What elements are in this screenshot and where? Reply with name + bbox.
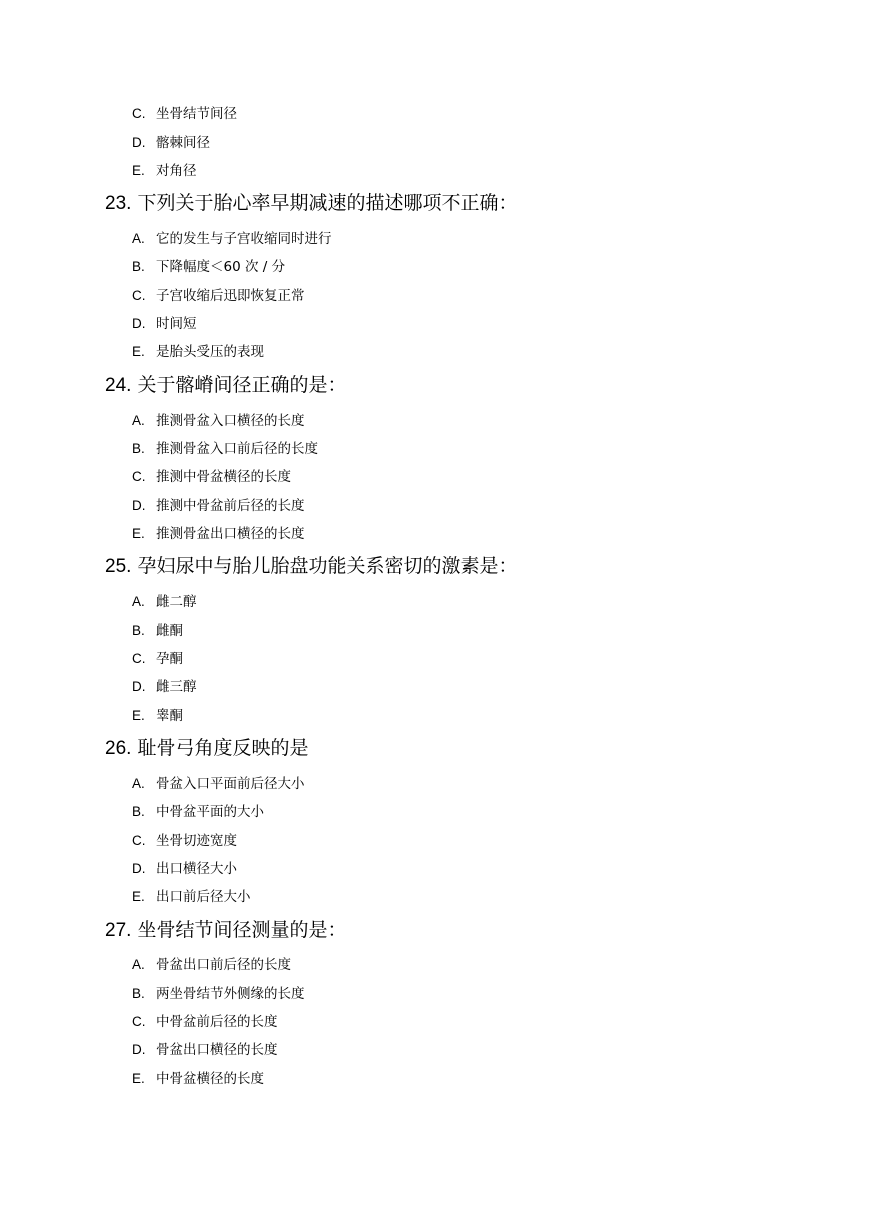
option-text: 中骨盆平面的大小 — [156, 804, 264, 820]
question-number: 23. — [105, 193, 132, 214]
option-text: 它的发生与子宫收缩同时进行 — [156, 231, 332, 247]
option-23-a — [132, 231, 332, 247]
question-24-stem — [105, 374, 346, 397]
option-text: 两坐骨结节外侧缘的长度 — [156, 986, 305, 1002]
question-number: 27. — [105, 920, 132, 941]
question-text: 下列关于胎心率早期减速的描述哪项不正确： — [137, 192, 518, 214]
option-27-a — [132, 957, 291, 973]
option-text: 骨盆出口横径的长度 — [156, 1042, 278, 1058]
question-text: 坐骨结节间径测量的是： — [137, 919, 347, 941]
option-letter: B. — [132, 623, 145, 638]
option-text: 推测骨盆出口横径的长度 — [156, 526, 305, 542]
option-letter: C. — [132, 106, 146, 121]
option-text: 睾酮 — [156, 708, 183, 724]
option-text: 中骨盆横径的长度 — [156, 1071, 264, 1087]
option-text: 出口前后径大小 — [156, 889, 251, 905]
option-letter: B. — [132, 441, 145, 456]
option-letter: C. — [132, 833, 146, 848]
option-letter: A. — [132, 776, 145, 791]
option-23-e — [132, 344, 264, 360]
option-letter: E. — [132, 163, 145, 178]
option-text: 骨盆出口前后径的长度 — [156, 957, 291, 973]
option-text: 髂棘间径 — [156, 135, 210, 151]
option-text: 孕酮 — [156, 651, 183, 667]
option-text: 推测骨盆入口前后径的长度 — [156, 441, 318, 457]
option-letter: A. — [132, 594, 145, 609]
option-22-d — [132, 135, 210, 151]
question-25-stem — [105, 555, 517, 578]
question-number: 25. — [105, 556, 132, 577]
option-23-c — [132, 288, 305, 304]
option-letter: A. — [132, 957, 145, 972]
option-letter: D. — [132, 861, 146, 876]
option-text: 下降幅度＜60 次 / 分 — [156, 259, 286, 275]
option-text: 骨盆入口平面前后径大小 — [156, 776, 305, 792]
option-text: 对角径 — [156, 163, 197, 179]
option-26-e — [132, 889, 251, 905]
option-24-c — [132, 469, 291, 485]
option-letter: E. — [132, 889, 145, 904]
option-letter: C. — [132, 651, 146, 666]
option-27-d — [132, 1042, 278, 1058]
option-letter: B. — [132, 986, 145, 1001]
option-27-c — [132, 1014, 278, 1030]
option-26-c — [132, 833, 237, 849]
option-letter: A. — [132, 231, 145, 246]
option-25-c — [132, 651, 183, 667]
option-text: 是胎头受压的表现 — [156, 344, 264, 360]
option-26-b — [132, 804, 264, 820]
option-text: 推测骨盆入口横径的长度 — [156, 413, 305, 429]
option-letter: A. — [132, 413, 145, 428]
option-23-d — [132, 316, 197, 332]
option-letter: D. — [132, 316, 146, 331]
option-24-e — [132, 526, 305, 542]
question-text: 耻骨弓角度反映的是 — [137, 737, 309, 759]
option-text: 推测中骨盆前后径的长度 — [156, 498, 305, 514]
option-26-a — [132, 776, 305, 792]
option-text: 雌二醇 — [156, 594, 197, 610]
option-letter: B. — [132, 804, 145, 819]
option-letter: C. — [132, 1014, 146, 1029]
option-letter: B. — [132, 259, 145, 274]
option-letter: C. — [132, 469, 146, 484]
option-letter: E. — [132, 526, 145, 541]
option-text: 出口横径大小 — [156, 861, 237, 877]
option-24-b — [132, 441, 318, 457]
question-26-stem — [105, 737, 308, 760]
option-letter: E. — [132, 708, 145, 723]
option-text: 雌酮 — [156, 623, 183, 639]
option-text: 推测中骨盆横径的长度 — [156, 469, 291, 485]
option-text: 子宫收缩后迅即恢复正常 — [156, 288, 305, 304]
option-25-b — [132, 623, 183, 639]
option-27-e — [132, 1071, 264, 1087]
option-text: 雌三醇 — [156, 679, 197, 695]
option-letter: C. — [132, 288, 146, 303]
option-27-b — [132, 986, 305, 1002]
option-letter: D. — [132, 679, 146, 694]
option-letter: D. — [132, 1042, 146, 1057]
option-24-a — [132, 413, 305, 429]
option-letter: E. — [132, 344, 145, 359]
question-number: 26. — [105, 738, 132, 759]
option-22-e — [132, 163, 197, 179]
option-text: 坐骨结节间径 — [156, 106, 237, 122]
question-23-stem — [105, 192, 517, 215]
option-22-c — [132, 106, 237, 122]
question-text: 孕妇尿中与胎儿胎盘功能关系密切的激素是： — [137, 555, 518, 577]
option-25-a — [132, 594, 197, 610]
question-text: 关于髂嵴间径正确的是： — [137, 374, 347, 396]
option-text: 时间短 — [156, 316, 197, 332]
option-26-d — [132, 861, 237, 877]
option-25-d — [132, 679, 197, 695]
option-text: 中骨盆前后径的长度 — [156, 1014, 278, 1030]
option-23-b — [132, 259, 285, 275]
option-24-d — [132, 498, 305, 514]
option-letter: D. — [132, 498, 146, 513]
question-number: 24. — [105, 375, 132, 396]
option-letter: D. — [132, 135, 146, 150]
option-text: 坐骨切迹宽度 — [156, 833, 237, 849]
option-letter: E. — [132, 1071, 145, 1086]
question-27-stem — [105, 919, 346, 942]
option-25-e — [132, 708, 183, 724]
